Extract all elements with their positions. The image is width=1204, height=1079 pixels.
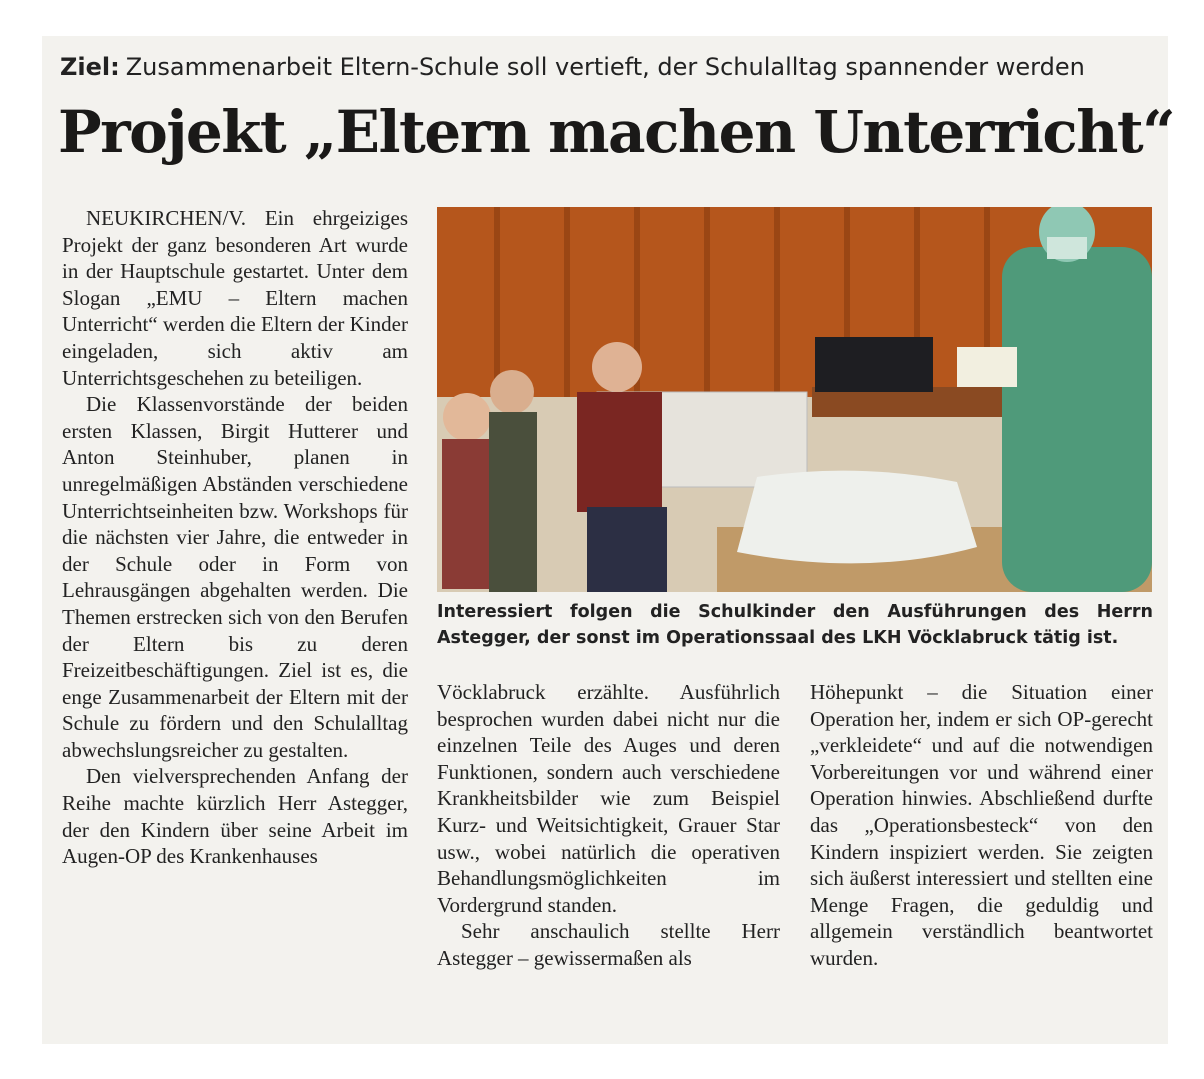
column-1 [62,205,408,870]
kicker-line [60,50,1160,84]
white-cloth [737,471,977,564]
paragraph: Vöcklabruck erzählte. Ausführlich besprochen wurden dabei nicht nur die einzelnen Teile des Auges und deren Funktionen, sondern auch verschiedene Krankheitsbilder wie zum Beispiel Kurz- und Weitsichtigkeit, Grauer Star usw., wobei natürlich die operativen Behandlungsmöglichkeiten im Vordergrund standen. [437,680,780,917]
kicker-text: Zusammenarbeit Eltern-Schule soll vertieft, der Schulalltag spannender werden [125,53,1085,81]
headline: Projekt „Eltern machen Unterricht“ [58,98,1175,166]
paragraph: NEUKIRCHEN/V. Ein ehrgeiziges Projekt der ganz besonderen Art wurde in der Hauptschule gestartet. Unter dem Slogan „EMU – Eltern machen Unterricht“ werden die Eltern der Kinder eingeladen, sich aktiv am Unterrichtsgeschehen zu beteiligen. [62,206,408,390]
paragraph: Die Klassenvorstände der beiden ersten Klassen, Birgit Hutterer und Anton Steinhuber, planen in unregelmäßigen Abständen verschiedene Unterrichtseinheiten bzw. Workshops für die nächsten vier Jahre, die entweder in der Schule oder in Form von Lehrausgängen abgehalten werden. Die Themen erstrecken sich von den Berufen der Eltern bis zu deren Freizeitbeschäftigungen. Ziel ist es, die enge Zusammenarbeit der Eltern mit der Schule zu fördern und den Schulalltag abwechslungsreicher zu gestalten. [62,392,408,762]
paragraph: Sehr anschaulich stellte Herr Astegger – gewissermaßen als [437,919,780,970]
column-3 [810,679,1153,972]
kicker-label: Ziel: [60,53,120,81]
column-2 [437,679,780,972]
crate [815,337,933,392]
article-photo [437,207,1152,592]
paragraph: Den vielversprechenden Anfang der Reihe machte kürzlich Herr Astegger, der den Kindern über seine Arbeit im Augen-OP des Krankenhauses [62,764,408,869]
paragraph: Höhepunkt – die Situation einer Operation her, indem er sich OP-gerecht „verkleidete“ und auf die notwendigen Vorbereitungen vor und während einer Operation hinwies. Abschließend durfte das „Operationsbesteck“ von den Kindern inspiziert werden. Sie zeigten sich äußerst interessiert und stellten eine Menge Fragen, die geduldig und allgemein verständlich beantwortet wurden. [810,680,1153,970]
photo-caption: Interessiert folgen die Schulkinder den Ausführungen des Herrn Astegger, der sonst im Operationssaal des LKH Vöcklabruck tätig ist. [437,602,1153,648]
